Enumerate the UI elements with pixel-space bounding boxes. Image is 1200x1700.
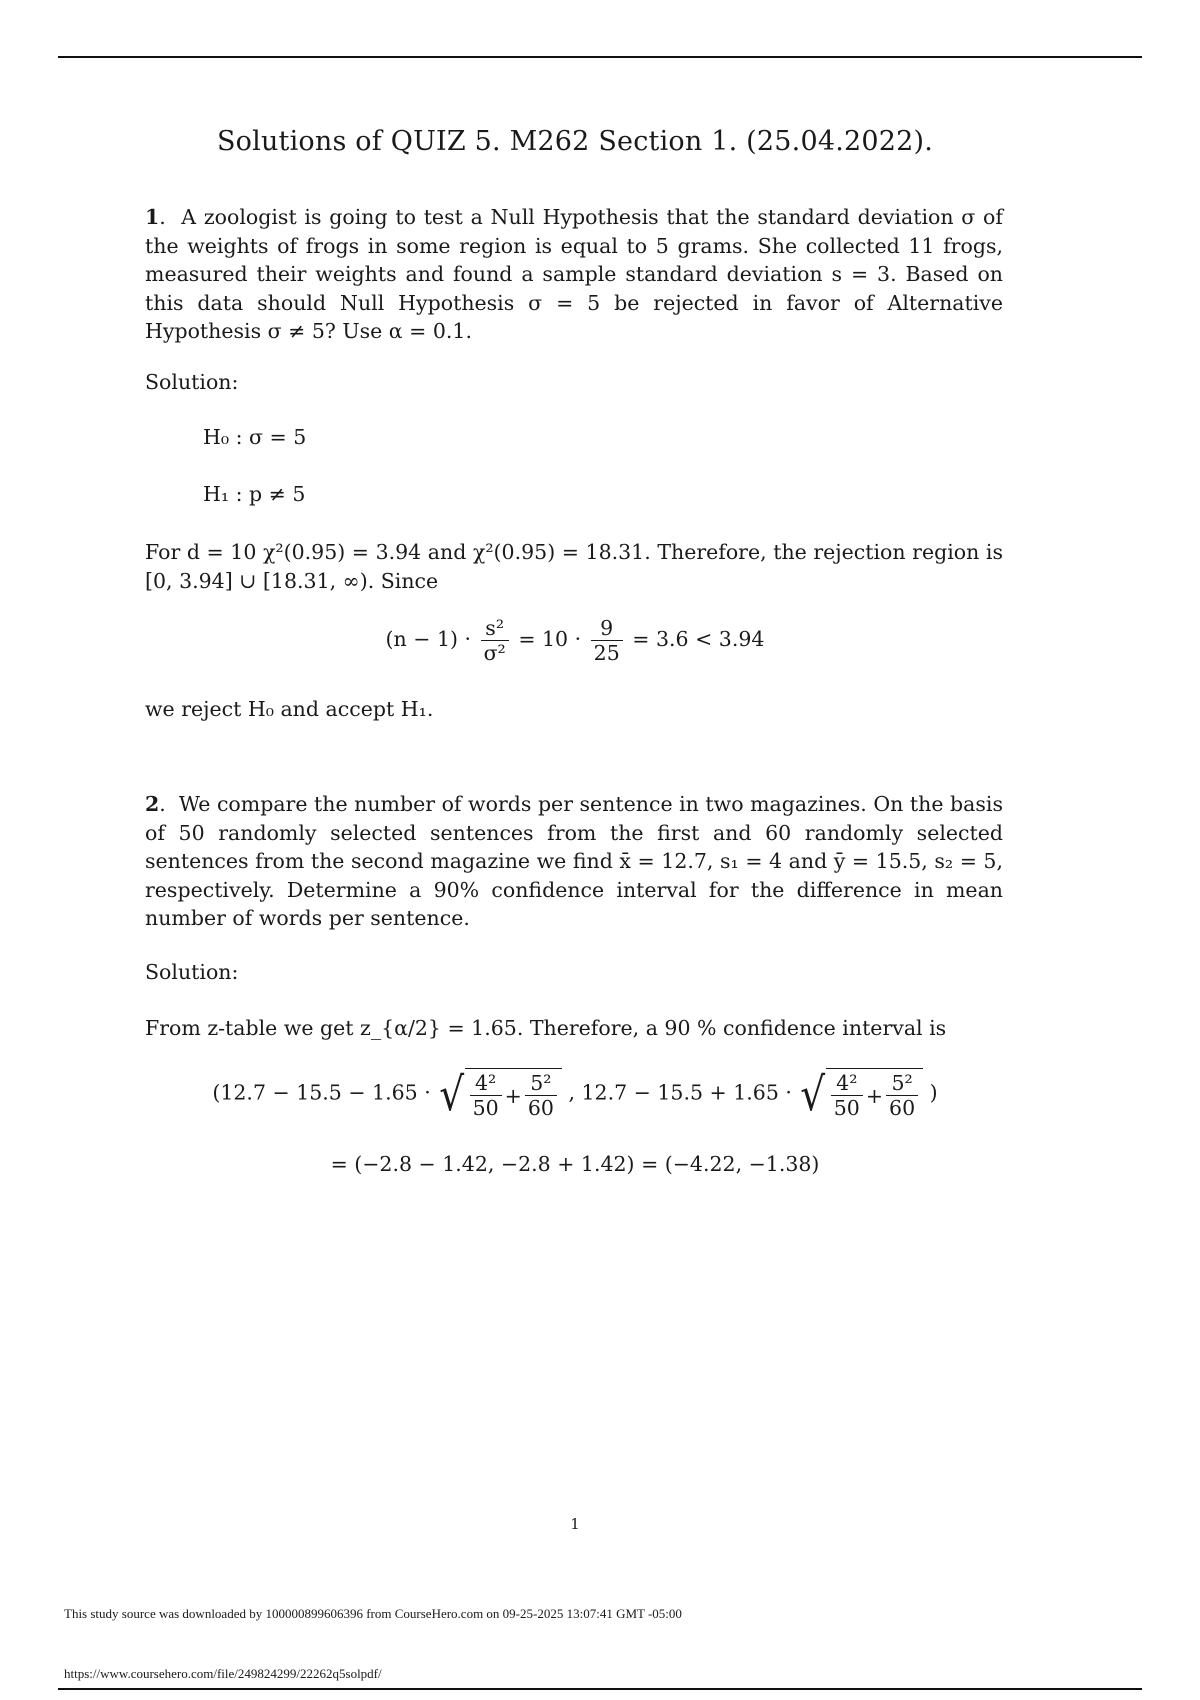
eq-right: = 3.6 < 3.94 — [632, 627, 765, 651]
question-number: 2 — [145, 792, 160, 816]
ci-part-1: (12.7 − 15.5 − 1.65 · — [212, 1080, 431, 1105]
fraction-numerator: 4² — [470, 1071, 502, 1096]
fraction-9-25 — [591, 616, 623, 665]
ci-part-2: , 12.7 − 15.5 + 1.65 · — [568, 1080, 792, 1105]
fraction-denominator: σ² — [483, 641, 506, 665]
ci-part-3: ) — [929, 1080, 938, 1105]
square-root — [798, 1068, 923, 1120]
rejection-region-sentence: For d = 10 χ²(0.95) = 3.94 and χ²(0.95) = 18.31. Therefore, the rejection region is [0, 3.94] ∪ [18.31, ∞). Since — [145, 540, 1003, 593]
confidence-interval-result: = (−2.8 − 1.42, −2.8 + 1.42) = (−4.22, −1.38) — [330, 1152, 820, 1176]
fraction-5sq-60 — [886, 1071, 918, 1120]
question-number: 1 — [145, 205, 160, 229]
fraction-denominator: 50 — [833, 1096, 860, 1120]
fraction-4sq-50 — [831, 1071, 863, 1120]
fraction-numerator: s² — [481, 616, 509, 641]
radical-sign: √ — [439, 1067, 465, 1121]
fraction-denominator: 60 — [527, 1096, 554, 1120]
page-number: 1 — [570, 1515, 580, 1533]
rejection-region-text — [145, 538, 1003, 595]
plus-sign: + — [865, 1083, 884, 1108]
solution-label: Solution: — [145, 370, 239, 394]
question-2: 2. We compare the number of words per sentence in two magazines. On the basis of 50 randomly selected sentences from the first and 60 randomly selected sentences from the second magazine we find x̄ = 12.7, s₁ = 4 and ȳ = 15.5, s₂ = 5, respectively. Determine a 90% confidence interval for the difference in mean number of words per sentence. — [145, 792, 1003, 930]
fraction-denominator: 25 — [593, 641, 620, 665]
eq-left: (n − 1) · — [385, 627, 472, 651]
eq-mid: = 10 · — [518, 627, 582, 651]
confidence-interval-equation — [0, 1068, 1150, 1120]
fraction-denominator: 50 — [472, 1096, 499, 1120]
fraction-5sq-60 — [525, 1071, 557, 1120]
question-1-text: A zoologist is going to test a Null Hypothesis that the standard deviation σ of the weights of frogs in some region is equal to 5 grams. She collected 11 frogs, measured their weights and found a sample standard deviation s = 3. Based on this data should Null Hypothesis σ = 5 be rejected in favor of Alternative Hypothesis σ ≠ 5? Use α = 0.1. — [145, 205, 1003, 343]
fraction-numerator: 5² — [525, 1071, 557, 1096]
fraction-4sq-50 — [470, 1071, 502, 1120]
fraction-s2-sigma2 — [481, 616, 509, 665]
solution-label: Solution: — [145, 960, 239, 984]
source-url-link[interactable]: https://www.coursehero.com/file/249824299/22262q5solpdf/ — [64, 1666, 382, 1681]
top-rule — [58, 56, 1142, 58]
question-2-text: We compare the number of words per sentence in two magazines. On the basis of 50 randomly selected sentences from the first and 60 randomly selected sentences from the second magazine we find x̄ = 12.7, s₁ = 4 and ȳ = 15.5, s₂ = 5, respectively. Determine a 90% confidence interval for the difference in mean number of words per sentence. — [145, 792, 1003, 930]
radical-sign: √ — [800, 1067, 826, 1121]
question-1: 1. A zoologist is going to test a Null Hypothesis that the standard deviation σ of the weights of frogs in some region is equal to 5 grams. She collected 11 frogs, measured their weights and found a sample standard deviation s = 3. Based on this data should Null Hypothesis σ = 5 be rejected in favor of Alternative Hypothesis σ ≠ 5? Use α = 0.1. — [145, 205, 1003, 343]
z-table-text: From z-table we get z_{α/2} = 1.65. Therefore, a 90 % confidence interval is — [145, 1016, 947, 1040]
square-root — [437, 1068, 562, 1120]
bottom-rule — [58, 1688, 1142, 1690]
null-hypothesis: H₀ : σ = 5 — [203, 425, 307, 449]
download-notice: This study source was downloaded by 100000899606396 from CourseHero.com on 09-25-2025 13:07:41 GMT -05:00 — [64, 1606, 682, 1621]
fraction-numerator: 9 — [591, 616, 623, 641]
fraction-numerator: 5² — [886, 1071, 918, 1096]
plus-sign: + — [504, 1083, 522, 1108]
test-statistic-equation — [0, 616, 1150, 665]
conclusion-text: we reject H₀ and accept H₁. — [145, 697, 434, 721]
fraction-denominator: 60 — [889, 1096, 916, 1120]
fraction-numerator: 4² — [831, 1071, 863, 1096]
alternative-hypothesis: H₁ : p ≠ 5 — [203, 482, 306, 506]
page-title: Solutions of QUIZ 5. M262 Section 1. (25.04.2022). — [216, 126, 934, 157]
